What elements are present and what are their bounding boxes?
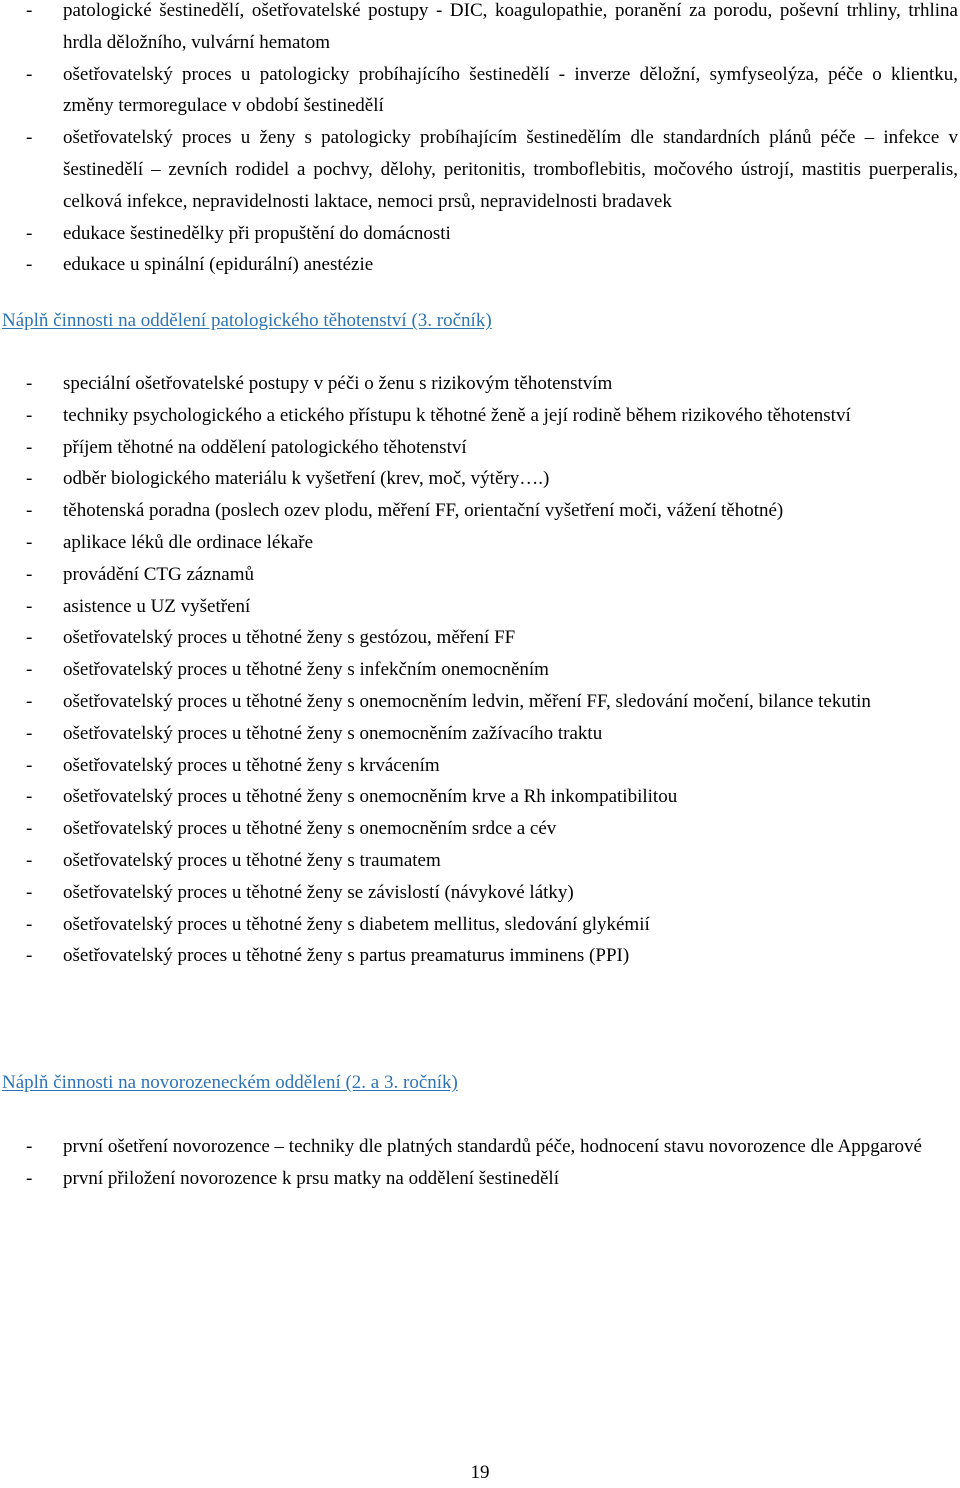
list-item: [22, 909, 958, 941]
list-item-text: ošetřovatelský proces u těhotné ženy se závislostí (návykové látky): [63, 881, 574, 903]
list-item-text: ošetřovatelský proces u těhotné ženy s onemocněním srdce a cév: [63, 818, 557, 840]
list-bullet: -: [26, 531, 33, 553]
list-item-text: speciální ošetřovatelské postupy v péči o ženu s rizikovým těhotenstvím: [63, 372, 613, 394]
list-item-text: ošetřovatelský proces u těhotné ženy s infekčním onemocněním: [63, 659, 549, 681]
list-item-text: aplikace léků dle ordinace lékaře: [63, 531, 314, 553]
list-item: [22, 527, 958, 559]
list-bullet: -: [26, 1167, 33, 1189]
list-item: [22, 400, 958, 432]
list-item-text: ošetřovatelský proces u patologicky probíhajícího šestinedělí - inverze děložní, symfyseolýza, péče o klientku, změny termoregulace v období šestinedělí: [63, 63, 958, 117]
list-bullet: -: [26, 818, 33, 840]
list-item: [22, 1131, 958, 1163]
list-bullet: -: [26, 254, 33, 276]
list-bullet: -: [26, 786, 33, 808]
list-item-text: první ošetření novorozence – techniky dle platných standardů péče, hodnocení stavu novorozence dle Appgarové: [63, 1135, 922, 1157]
list-bullet: -: [26, 0, 33, 21]
list-bullet: -: [26, 563, 33, 585]
list-item-text: edukace šestinedělky při propuštění do domácnosti: [63, 222, 451, 244]
list-item: [22, 781, 958, 813]
list-item: [22, 718, 958, 750]
list-bullet: -: [26, 468, 33, 490]
list-item-text: asistence u UZ vyšetření: [63, 595, 251, 617]
list-item-text: ošetřovatelský proces u těhotné ženy s partus preamaturus imminens (PPI): [63, 945, 630, 967]
list-item-text: ošetřovatelský proces u těhotné ženy s traumatem: [63, 849, 441, 871]
list-item: [22, 686, 958, 718]
list-item: [22, 122, 958, 217]
list-item: [22, 750, 958, 782]
list-item: [22, 495, 958, 527]
list-item-text: edukace u spinální (epidurální) anestézie: [63, 254, 374, 276]
list-bullet: -: [26, 222, 33, 244]
list-bullet: -: [26, 404, 33, 426]
list-bullet: -: [26, 63, 33, 85]
list-item-text: ošetřovatelský proces u těhotné ženy s diabetem mellitus, sledování glykémií: [63, 913, 650, 935]
list-item-text: provádění CTG záznamů: [63, 563, 254, 585]
list-item-text: patologické šestinedělí, ošetřovatelské postupy - DIC, koagulopathie, poranění za porodu, poševní trhliny, trhlina hrdla děložního, vulvární hematom: [63, 0, 958, 53]
postpartum-task-list: [22, 0, 958, 281]
list-item: [22, 368, 958, 400]
list-item-text: příjem těhotné na oddělení patologického těhotenství: [63, 436, 467, 458]
list-bullet: -: [26, 372, 33, 394]
list-bullet: -: [26, 913, 33, 935]
list-bullet: -: [26, 127, 33, 149]
list-item-text: ošetřovatelský proces u těhotné ženy s onemocněním ledvin, měření FF, sledování močení, bilance tekutin: [63, 690, 871, 712]
list-bullet: -: [26, 849, 33, 871]
list-item-text: ošetřovatelský proces u těhotné ženy s onemocněním krve a Rh inkompatibilitou: [63, 786, 678, 808]
list-item: [22, 218, 958, 250]
list-bullet: -: [26, 722, 33, 744]
list-item: [22, 940, 958, 972]
list-item: [22, 59, 958, 123]
heading-newborn-department: Náplň činnosti na novorozeneckém oddělení (2. a 3. ročník): [2, 1072, 458, 1094]
list-item-text: ošetřovatelský proces u ženy s patologicky probíhajícím šestinedělím dle standardních plánů péče – infekce v šestinedělí – zevních rodidel a pochvy, dělohy, peritonitis, tromboflebitis, močového ústrojí, mastitis puerperalis, celková infekce, nepravidelnosti laktace, nemoci prsů, nepravidelnosti bradavek: [63, 127, 958, 212]
list-item: [22, 1163, 958, 1195]
list-bullet: -: [26, 436, 33, 458]
list-bullet: -: [26, 881, 33, 903]
list-bullet: -: [26, 595, 33, 617]
list-item-text: první přiložení novorozence k prsu matky na oddělení šestinedělí: [63, 1167, 559, 1189]
list-item-text: těhotenská poradna (poslech ozev plodu, měření FF, orientační vyšetření moči, vážení těhotné): [63, 500, 784, 522]
list-item: [22, 622, 958, 654]
list-item-text: odběr biologického materiálu k vyšetření (krev, moč, výtěry….): [63, 468, 550, 490]
list-item: [22, 813, 958, 845]
list-item: [22, 877, 958, 909]
list-bullet: -: [26, 1135, 33, 1157]
list-bullet: -: [26, 659, 33, 681]
list-item: [22, 654, 958, 686]
list-item: [22, 432, 958, 464]
list-bullet: -: [26, 754, 33, 776]
list-item: [22, 0, 958, 59]
list-item-text: techniky psychologického a etického přístupu k těhotné ženě a její rodině během rizikového těhotenství: [63, 404, 851, 426]
newborn-task-list: [22, 1131, 958, 1195]
list-bullet: -: [26, 627, 33, 649]
list-item: [22, 845, 958, 877]
list-bullet: -: [26, 500, 33, 522]
list-item: [22, 249, 958, 281]
pathology-task-list: [22, 368, 958, 972]
list-bullet: -: [26, 690, 33, 712]
list-item: [22, 463, 958, 495]
list-item-text: ošetřovatelský proces u těhotné ženy s onemocněním zažívacího traktu: [63, 722, 603, 744]
list-item: [22, 591, 958, 623]
page-number: 19: [470, 1462, 490, 1483]
heading-pathology-department: Náplň činnosti na oddělení patologického těhotenství (3. ročník): [2, 310, 492, 332]
list-item: [22, 559, 958, 591]
list-item-text: ošetřovatelský proces u těhotné ženy s gestózou, měření FF: [63, 627, 516, 649]
list-bullet: -: [26, 945, 33, 967]
list-item-text: ošetřovatelský proces u těhotné ženy s krvácením: [63, 754, 440, 776]
